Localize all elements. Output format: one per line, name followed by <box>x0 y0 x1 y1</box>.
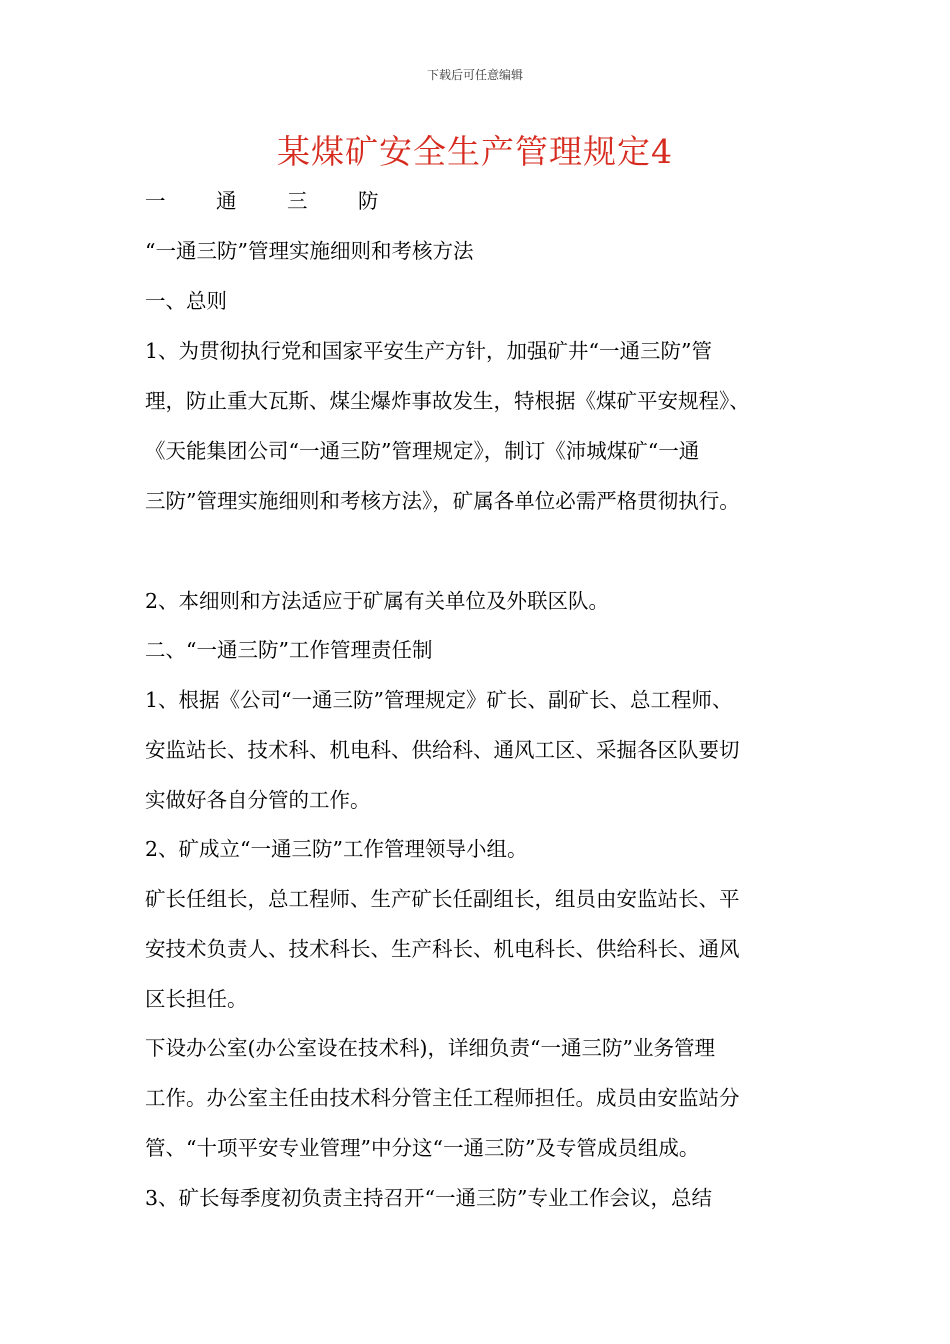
paragraph-line: 矿长任组长，总工程师、生产矿长任副组长，组员由安监站长、平 <box>145 887 740 911</box>
paragraph-line: 1、为贯彻执行党和国家平安生产方针，加强矿井“一通三防”管 <box>145 339 713 363</box>
paragraph-line: 理，防止重大瓦斯、煤尘爆炸事故发生，特根据《煤矿平安规程》、 <box>145 389 750 413</box>
paragraph-line: 下设办公室(办公室设在技术科)，详细负责“一通三防”业务管理 <box>145 1036 715 1060</box>
paragraph-line: 《天能集团公司“一通三防”管理规定》，制订《沛城煤矿“一通 <box>145 439 700 463</box>
paragraph-line: 管、“十项平安专业管理”中分这“一通三防”及专管成员组成。 <box>145 1136 700 1160</box>
paragraph-line: 区长担任。 <box>145 987 248 1011</box>
section-heading: 一 通 三 防 <box>145 189 401 213</box>
subtitle: “一通三防”管理实施细则和考核方法 <box>145 239 474 263</box>
paragraph-line: 安监站长、技术科、机电科、供给科、通风工区、采掘各区队要切 <box>145 738 740 762</box>
paragraph-line: 三防”管理实施细则和考核方法》，矿属各单位必需严格贯彻执行。 <box>145 489 740 513</box>
paragraph-line: 2、矿成立“一通三防”工作管理领导小组。 <box>145 837 528 861</box>
paragraph-line: 工作。办公室主任由技术科分管主任工程师担任。成员由安监站分 <box>145 1086 740 1110</box>
header-note: 下载后可任意编辑 <box>426 68 523 82</box>
chapter-heading: 一、总则 <box>145 289 227 313</box>
paragraph-line: 2、本细则和方法适应于矿属有关单位及外联区队。 <box>145 589 610 613</box>
paragraph-line: 3、矿长每季度初负责主持召开“一通三防”专业工作会议，总结 <box>145 1186 713 1210</box>
page-title: 某煤矿安全生产管理规定4 <box>277 132 673 171</box>
paragraph-line: 实做好各自分管的工作。 <box>145 788 371 812</box>
paragraph-line: 安技术负责人、技术科长、生产科长、机电科长、供给科长、通风 <box>145 937 740 961</box>
paragraph-line: 1、根据《公司“一通三防”管理规定》矿长、副矿长、总工程师、 <box>145 688 733 712</box>
chapter-heading: 二、“一通三防”工作管理责任制 <box>145 638 433 662</box>
